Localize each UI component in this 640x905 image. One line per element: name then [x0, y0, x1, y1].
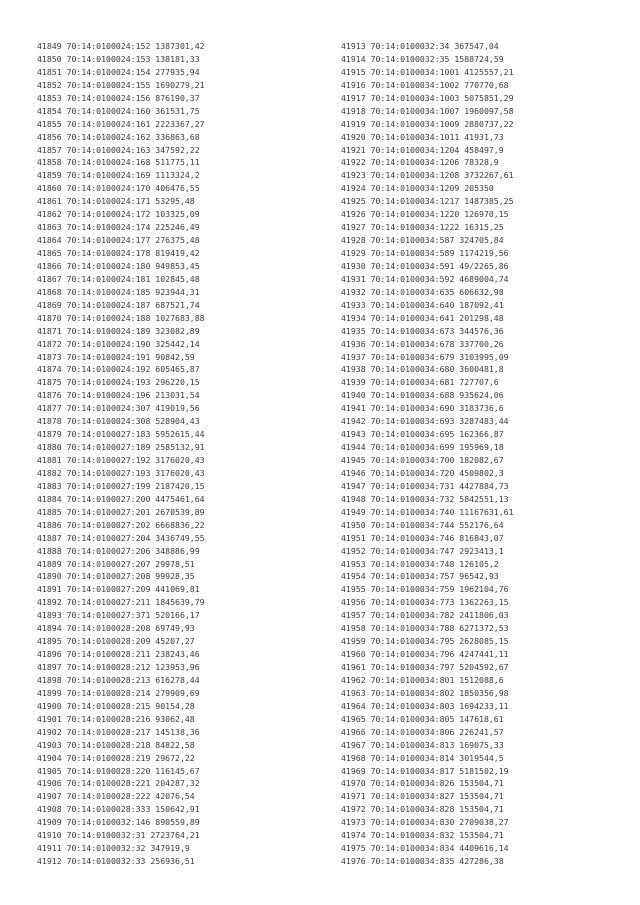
record-line: 41876 70:14:0100024:196 213031,54 [37, 390, 200, 401]
record-line: 41892 70:14:0100027:211 1845639,79 [37, 597, 205, 608]
record-line: 41913 70:14:0100032:34 367547,04 [341, 41, 499, 51]
record-line: 41852 70:14:0100024:155 1690279,21 [37, 79, 205, 90]
record-line: 41862 70:14:0100024:172 103325,09 [37, 209, 200, 220]
record-line: 41879 70:14:0100027:183 5952615,44 [37, 429, 205, 440]
record-line: 41962 70:14:0100034:801 1512088,6 [341, 674, 504, 685]
record-line: 41873 70:14:0100024:191 90842,59 [37, 351, 195, 362]
record-line: 41869 70:14:0100024:187 687521,74 [37, 299, 200, 310]
record-line: 41973 70:14:0100034:830 2709038,27 [341, 817, 509, 828]
record-line: 41964 70:14:0100034:803 1694233,11 [341, 700, 509, 711]
record-line: 41857 70:14:0100024:163 347592,22 [37, 144, 200, 155]
record-line: 41940 70:14:0100034:688 935624,06 [341, 390, 504, 401]
record-line: 41939 70:14:0100034:681 727707,6 [341, 377, 499, 388]
record-line: 41865 70:14:0100024:178 819419,42 [37, 248, 200, 258]
record-line: 41906 70:14:0100028:221 204287,32 [37, 778, 200, 789]
record-line: 41897 70:14:0100028:212 123953,96 [37, 662, 200, 672]
record-line: 41912 70:14:0100032:33 256936,51 [37, 856, 195, 867]
record-line: 41905 70:14:0100028:220 116145,67 [37, 765, 200, 776]
record-line: 41878 70:14:0100024:308 528904,43 [37, 416, 200, 427]
record-line: 41907 70:14:0100028:222 42076,54 [37, 791, 195, 802]
record-line: 41850 70:14:0100024:153 138181,33 [37, 53, 200, 64]
record-line: 41935 70:14:0100034:673 344576,36 [341, 325, 504, 336]
record-line: 41890 70:14:0100027:208 99928,35 [37, 571, 195, 582]
record-line: 41970 70:14:0100034:826 153504,71 [341, 778, 504, 789]
record-line: 41945 70:14:0100034:700 182082,67 [341, 455, 504, 465]
record-line: 41954 70:14:0100034:757 96542,93 [341, 571, 499, 582]
record-line: 41859 70:14:0100024:169 1113324,2 [37, 170, 200, 181]
record-line: 41860 70:14:0100024:170 406476,55 [37, 183, 200, 194]
record-line: 41957 70:14:0100034:782 2411806,03 [341, 610, 509, 621]
record-line: 41877 70:14:0100024:307 419019,56 [37, 403, 200, 414]
record-line: 41896 70:14:0100028:211 238243,46 [37, 649, 200, 660]
record-list-left [37, 40, 205, 868]
record-line: 41908 70:14:0100028:333 150642,91 [37, 804, 200, 815]
record-line: 41883 70:14:0100027:199 2187420,15 [37, 480, 205, 491]
record-line: 41958 70:14:0100034:788 6271372,53 [341, 623, 509, 634]
record-line: 41903 70:14:0100028:218 84822,58 [37, 739, 195, 750]
record-line: 41923 70:14:0100034:1208 3732267,61 [341, 170, 514, 181]
record-line: 41902 70:14:0100028:217 145138,36 [37, 726, 200, 737]
record-line: 41893 70:14:0100027:371 520166,17 [37, 610, 200, 621]
record-line: 41916 70:14:0100034:1002 770770,68 [341, 79, 509, 90]
record-line: 41969 70:14:0100034:817 5181502,19 [341, 765, 509, 776]
record-line: 41854 70:14:0100024:160 361531,75 [37, 105, 200, 116]
record-line: 41880 70:14:0100027:189 2585132,91 [37, 442, 205, 453]
record-line: 41849 70:14:0100024:152 1387301,42 [37, 41, 205, 51]
record-line: 41858 70:14:0100024:168 511775,11 [37, 157, 200, 168]
record-line: 41922 70:14:0100034:1206 78328,9 [341, 157, 499, 168]
record-line: 41936 70:14:0100034:678 337700,26 [341, 338, 504, 349]
record-line: 41976 70:14:0100034:835 427286,38 [341, 856, 504, 867]
record-line: 41872 70:14:0100024:190 325442,14 [37, 338, 200, 349]
record-line: 41853 70:14:0100024:156 876190,37 [37, 92, 200, 103]
record-line: 41972 70:14:0100034:828 153504,71 [341, 804, 504, 815]
record-line: 41914 70:14:0100032:35 1588724,59 [341, 53, 504, 64]
record-line: 41924 70:14:0100034:1209 205350 [341, 183, 494, 194]
record-line: 41963 70:14:0100034:802 1850356,98 [341, 687, 509, 698]
record-line: 41966 70:14:0100034:806 226241,57 [341, 726, 504, 737]
record-line: 41867 70:14:0100024:181 102845,48 [37, 273, 200, 284]
record-line: 41943 70:14:0100034:695 162366,87 [341, 429, 504, 440]
record-line: 41929 70:14:0100034:589 1174219,56 [341, 248, 509, 258]
record-line: 41931 70:14:0100034:592 4689004,74 [341, 273, 509, 284]
record-line: 41956 70:14:0100034:773 1362263,15 [341, 597, 509, 608]
record-line: 41938 70:14:0100034:680 3600481,8 [341, 364, 504, 375]
record-line: 41960 70:14:0100034:796 4247441,11 [341, 649, 509, 660]
record-line: 41930 70:14:0100034:591 49/2265,86 [341, 260, 509, 271]
record-line: 41965 70:14:0100034:805 147618,61 [341, 713, 504, 724]
record-line: 41899 70:14:0100028:214 279909,69 [37, 687, 200, 698]
record-line: 41861 70:14:0100024:171 53295,48 [37, 196, 195, 207]
record-line: 41870 70:14:0100024:188 1027683,88 [37, 312, 205, 323]
record-line: 41959 70:14:0100034:795 2628085,15 [341, 636, 509, 647]
record-line: 41871 70:14:0100024:189 323082,89 [37, 325, 200, 336]
record-line: 41901 70:14:0100028:216 93062,48 [37, 713, 195, 724]
record-line: 41863 70:14:0100024:174 225246,49 [37, 222, 200, 233]
record-line: 41886 70:14:0100027:202 6668836,22 [37, 519, 205, 530]
record-line: 41967 70:14:0100034:813 169075,33 [341, 739, 504, 750]
record-line: 41915 70:14:0100034:1001 4125557,21 [341, 66, 514, 77]
record-line: 41920 70:14:0100034:1011 41931,73 [341, 131, 504, 142]
record-line: 41937 70:14:0100034:679 3103995,09 [341, 351, 509, 362]
record-line: 41894 70:14:0100028:208 69749,93 [37, 623, 195, 634]
record-line: 41917 70:14:0100034:1003 5075851,29 [341, 92, 514, 103]
record-line: 41925 70:14:0100034:1217 1487385,25 [341, 196, 514, 207]
record-line: 41949 70:14:0100034:740 11167631,61 [341, 506, 514, 517]
record-line: 41961 70:14:0100034:797 5204592,67 [341, 662, 509, 672]
record-line: 41889 70:14:0100027:207 29978,51 [37, 558, 195, 569]
record-line: 41898 70:14:0100028:213 616278,44 [37, 674, 200, 685]
record-line: 41955 70:14:0100034:759 1962104,76 [341, 584, 509, 595]
record-line: 41932 70:14:0100034:635 606632,98 [341, 286, 504, 297]
record-line: 41911 70:14:0100032:32 347919,9 [37, 843, 190, 854]
record-line: 41974 70:14:0100034:832 153504,71 [341, 830, 504, 841]
record-line: 41948 70:14:0100034:732 5842551,13 [341, 493, 509, 504]
record-line: 41934 70:14:0100034:641 201298,48 [341, 312, 504, 323]
record-line: 41881 70:14:0100027:192 3176020,43 [37, 455, 205, 465]
record-line: 41975 70:14:0100034:834 4409616,14 [341, 843, 509, 854]
record-list-right [341, 40, 514, 868]
record-line: 41927 70:14:0100034:1222 16315,25 [341, 222, 504, 233]
record-line: 41950 70:14:0100034:744 552176,64 [341, 519, 504, 530]
record-line: 41891 70:14:0100027:209 441069,81 [37, 584, 200, 595]
record-line: 41921 70:14:0100034:1204 458497,9 [341, 144, 504, 155]
record-line: 41918 70:14:0100034:1007 1960097,58 [341, 105, 514, 116]
record-line: 41864 70:14:0100024:177 276375,48 [37, 235, 200, 246]
record-line: 41885 70:14:0100027:201 2670539,89 [37, 506, 205, 517]
record-line: 41953 70:14:0100034:748 126105,2 [341, 558, 499, 569]
record-line: 41868 70:14:0100024:185 923944,31 [37, 286, 200, 297]
record-line: 41941 70:14:0100034:690 3183736,6 [341, 403, 504, 414]
record-line: 41926 70:14:0100034:1220 126970,15 [341, 209, 509, 220]
record-line: 41909 70:14:0100032:146 890559,89 [37, 817, 200, 828]
record-line: 41884 70:14:0100027:200 4475461,64 [37, 493, 205, 504]
record-line: 41875 70:14:0100024:193 296220,15 [37, 377, 200, 388]
record-line: 41951 70:14:0100034:746 816843,07 [341, 532, 504, 543]
record-line: 41895 70:14:0100028:209 45207,27 [37, 636, 195, 647]
record-line: 41855 70:14:0100024:161 2223367,27 [37, 118, 205, 129]
record-line: 41904 70:14:0100028:219 29672,22 [37, 752, 195, 763]
record-line: 41874 70:14:0100024:192 605465,87 [37, 364, 200, 375]
record-line: 41919 70:14:0100034:1009 2880737,22 [341, 118, 514, 129]
record-line: 41851 70:14:0100024:154 277935,94 [37, 66, 200, 77]
record-line: 41944 70:14:0100034:699 195969,18 [341, 442, 504, 453]
record-line: 41947 70:14:0100034:731 4427884,73 [341, 480, 509, 491]
record-line: 41933 70:14:0100034:640 187092,41 [341, 299, 504, 310]
record-line: 41866 70:14:0100024:180 949853,45 [37, 260, 200, 271]
record-line: 41942 70:14:0100034:693 3287483,44 [341, 416, 509, 427]
record-line: 41882 70:14:0100027:193 3176020,43 [37, 467, 205, 478]
record-line: 41888 70:14:0100027:206 348886,99 [37, 545, 200, 556]
record-line: 41856 70:14:0100024:162 336863,68 [37, 131, 200, 142]
record-line: 41971 70:14:0100034:827 153504,71 [341, 791, 504, 802]
record-line: 41946 70:14:0100034:720 4509802,3 [341, 467, 504, 478]
record-line: 41910 70:14:0100032:31 2723764,21 [37, 830, 200, 841]
record-line: 41900 70:14:0100028:215 90154,28 [37, 700, 195, 711]
record-line: 41887 70:14:0100027:204 3436749,55 [37, 532, 205, 543]
record-line: 41952 70:14:0100034:747 2923413,1 [341, 545, 504, 556]
record-line: 41968 70:14:0100034:814 3019544,5 [341, 752, 504, 763]
record-line: 41928 70:14:0100034:587 324705,84 [341, 235, 504, 246]
